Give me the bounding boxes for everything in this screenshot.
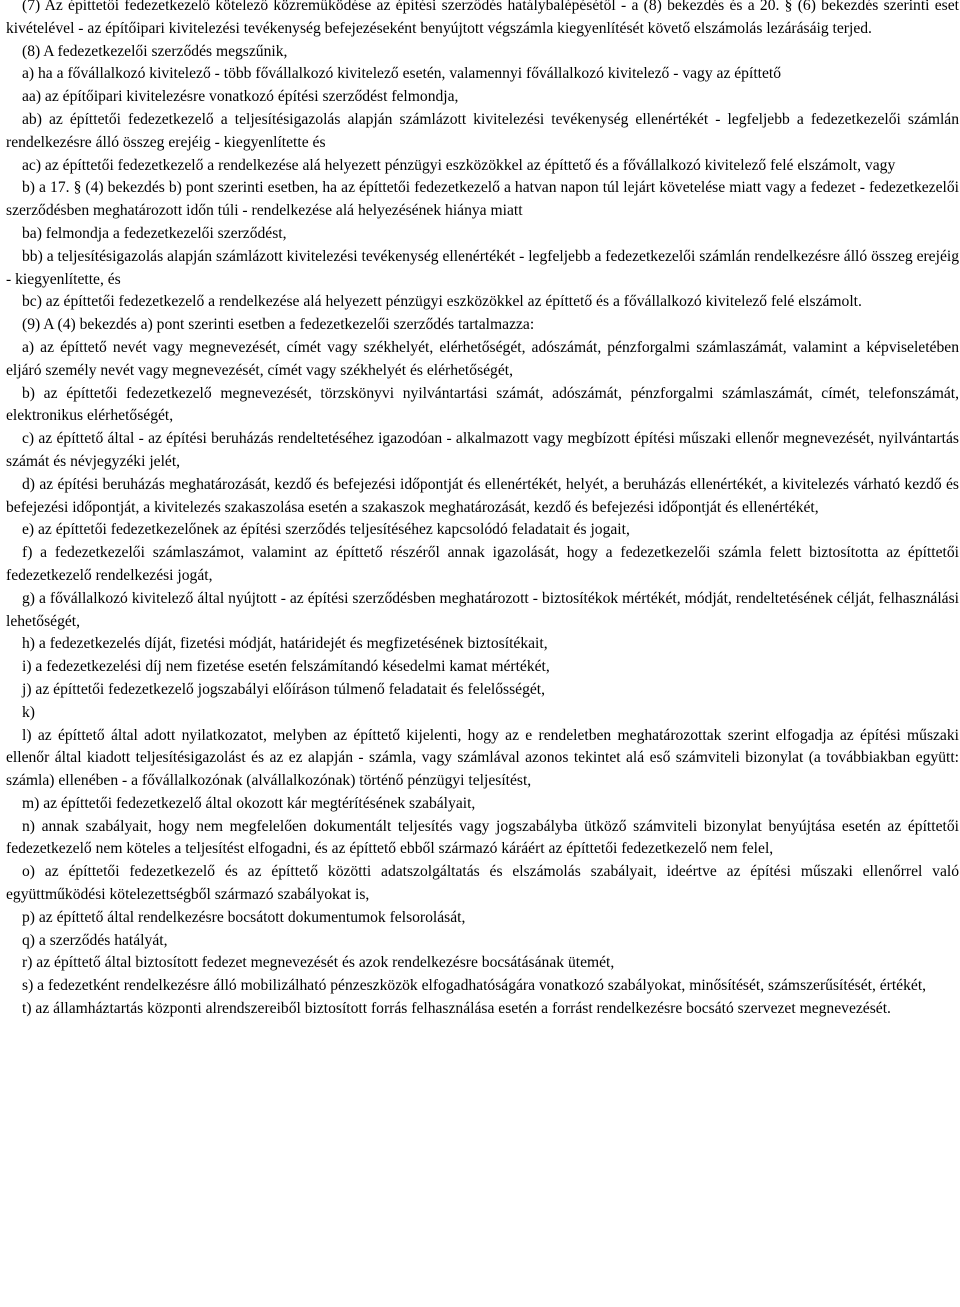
point-9-j: j) az építtetői fedezetkezelő jogszabályi előíráson túlmenő feladatait és felelősségét, xyxy=(22,680,546,698)
paragraph-7: (7) Az építtetői fedezetkezelő kötelező közreműködése az építési szerződés hatálybalépésétől - a (8) bekezdés és a 20. § (6) bekezdés szerinti eset kivételével - az építőipari kivitelezési tevékenység befejezéseként benyújtott végszámla kiegyenlítését követő elszámolás lezárásáig terjed. xyxy=(6,0,959,37)
point-9-s: s) a fedezetként rendelkezésre álló mobilizálható pénzeszközök elfogadhatóságára vonatkozó szabályokat, minősítését, számszerűsítését, értékét, xyxy=(22,977,927,995)
point-9-h: h) a fedezetkezelés díját, fizetési módját, határidejét és megfizetésének biztosítékait, xyxy=(22,635,548,653)
point-9-c: c) az építtető által - az építési beruházás rendeltetéséhez igazodóan - alkalmazott vagy megbízott építési műszaki ellenőr megnevezését, nyilvántartás számát és névjegyzéki jelét, xyxy=(6,430,959,470)
point-9-b: b) az építtetői fedezetkezelő megnevezését, törzskönyvi nyilvántartási számát, adószámát, pénzforgalmi számlaszámát, címét, telefonszámát, elektronikus elérhetőségét, xyxy=(6,384,959,425)
point-9-a: a) az építtető nevét vagy megnevezését, címét vagy székhelyét, elérhetőségét, adószámát, pénzforgalmi számlaszámát, valamint a képviseletében eljáró személy nevét vagy megnevezését, címét vagy székhelyét és elérhetőségét, xyxy=(6,338,959,379)
point-9-e: e) az építtetői fedezetkezelőnek az építési szerződés teljesítéséhez kapcsolódó feladatait és jogait, xyxy=(22,521,630,539)
point-9-l: l) az építtető által adott nyilatkozatot, melyben az építtető kijelenti, hogy az e rendeletben meghatározottak szerint elfogadja az építési műszaki ellenőr által kiadott teljesítésigazolást és az ez alapján - számla, vagy számlával azonos tekintet alá eső számviteli bizonylat (a továbbiakban együtt: számla) ellenében - a fővállalkozónak (alvállalkozónak) történő pénzügyi teljesítést, xyxy=(6,726,959,790)
point-9-k: k) xyxy=(22,703,35,721)
point-8-bc: bc) az építtetői fedezetkezelő a rendelkezése alá helyezett pénzügyi eszközökkel az építtető és a fővállalkozó kivitelező felé elszámolt. xyxy=(22,293,862,311)
point-9-o: o) az építtetői fedezetkezelő és az építtető közötti adatszolgáltatás és elszámolás szabályait, ideértve az építési műszaki ellenőrrel való együttműködési kötelezettségből származó szabályokat is, xyxy=(6,863,959,904)
point-9-n: n) annak szabályait, hogy nem megfelelően dokumentált teljesítés vagy jogszabályba ütköző számviteli bizonylat benyújtása esetén az építtetői fedezetkezelő nem köteles a teljesítést elfogadni, és az építtető ebből származó káráért az építtetői fedezetkezelő nem felel, xyxy=(6,817,959,858)
paragraph-9-intro: (9) A (4) bekezdés a) pont szerinti esetben a fedezetkezelői szerződés tartalmazza: xyxy=(22,316,535,334)
point-9-i: i) a fedezetkezelési díj nem fizetése esetén felszámítandó késedelmi kamat mértékét, xyxy=(22,658,550,676)
point-8-ab: ab) az építtetői fedezetkezelő a teljesítésigazolás alapján számlázott kivitelezési tevékenység ellenértékét - legfeljebb a fedezetkezelői számlán rendelkezésre álló összeg erejéig - kiegyenlítette és xyxy=(6,110,959,151)
point-9-t: t) az államháztartás központi alrendszereiből biztosított forrás felhasználása esetén a forrást rendelkezésre bocsátó szervezet megnevezését. xyxy=(22,1000,891,1018)
point-9-d: d) az építési beruházás meghatározását, kezdő és befejezési időpontját és ellenértékét, helyét, a beruházás ellenértékét, a kivitelezés várható kezdő és befejezési időpontját, a kivitelezés szakaszolása esetén a szakaszok meghatározását, kezdő és befejezési időpontját és ellenértékét, xyxy=(6,475,959,516)
point-8-aa: aa) az építőipari kivitelezésre vonatkozó építési szerződést felmondja, xyxy=(22,88,459,106)
point-9-g: g) a fővállalkozó kivitelező által nyújtott - az építési szerződésben meghatározott - biztosítékok mértékét, módját, rendeltetésének célját, felhasználási lehetőségét, xyxy=(6,589,959,630)
point-9-q: q) a szerződés hatályát, xyxy=(22,931,168,949)
point-8-a: a) ha a fővállalkozó kivitelező - több fővállalkozó kivitelező esetén, valamennyi fővállalkozó kivitelező - vagy az építtető xyxy=(22,65,782,83)
point-8-ba: ba) felmondja a fedezetkezelői szerződést, xyxy=(22,224,287,242)
paragraph-8-intro: (8) A fedezetkezelői szerződés megszűnik, xyxy=(22,42,288,60)
point-8-b: b) a 17. § (4) bekezdés b) pont szerinti esetben, ha az építtetői fedezetkezelő a hatvan napon túl lejárt követelése miatt vagy a fedezet - fedezetkezelői szerződésben meghatározott időn túli - rendelkezése alá helyezésének hiánya miatt xyxy=(6,179,959,220)
point-9-m: m) az építtetői fedezetkezelő által okozott kár megtérítésének szabályait, xyxy=(22,794,476,812)
point-9-f: f) a fedezetkezelői számlaszámot, valamint az építtető részéről annak igazolását, hogy a fedezetkezelői számla felett biztosította az építtetői fedezetkezelő rendelkezési jogát, xyxy=(6,544,959,584)
point-9-r: r) az építtető által biztosított fedezet megnevezését és azok rendelkezésre bocsátásának ütemét, xyxy=(22,954,615,972)
point-8-ac: ac) az építtetői fedezetkezelő a rendelkezése alá helyezett pénzügyi eszközökkel az építtető és a fővállalkozó kivitelező felé elszámolt, vagy xyxy=(22,156,896,174)
point-9-p: p) az építtető által rendelkezésre bocsátott dokumentumok felsorolását, xyxy=(22,908,466,926)
point-8-bb: bb) a teljesítésigazolás alapján számlázott kivitelezési tevékenység ellenértékét - legfeljebb a fedezetkezelői számlán rendelkezésre álló összeg erejéig - kiegyenlítette, és xyxy=(6,247,959,288)
